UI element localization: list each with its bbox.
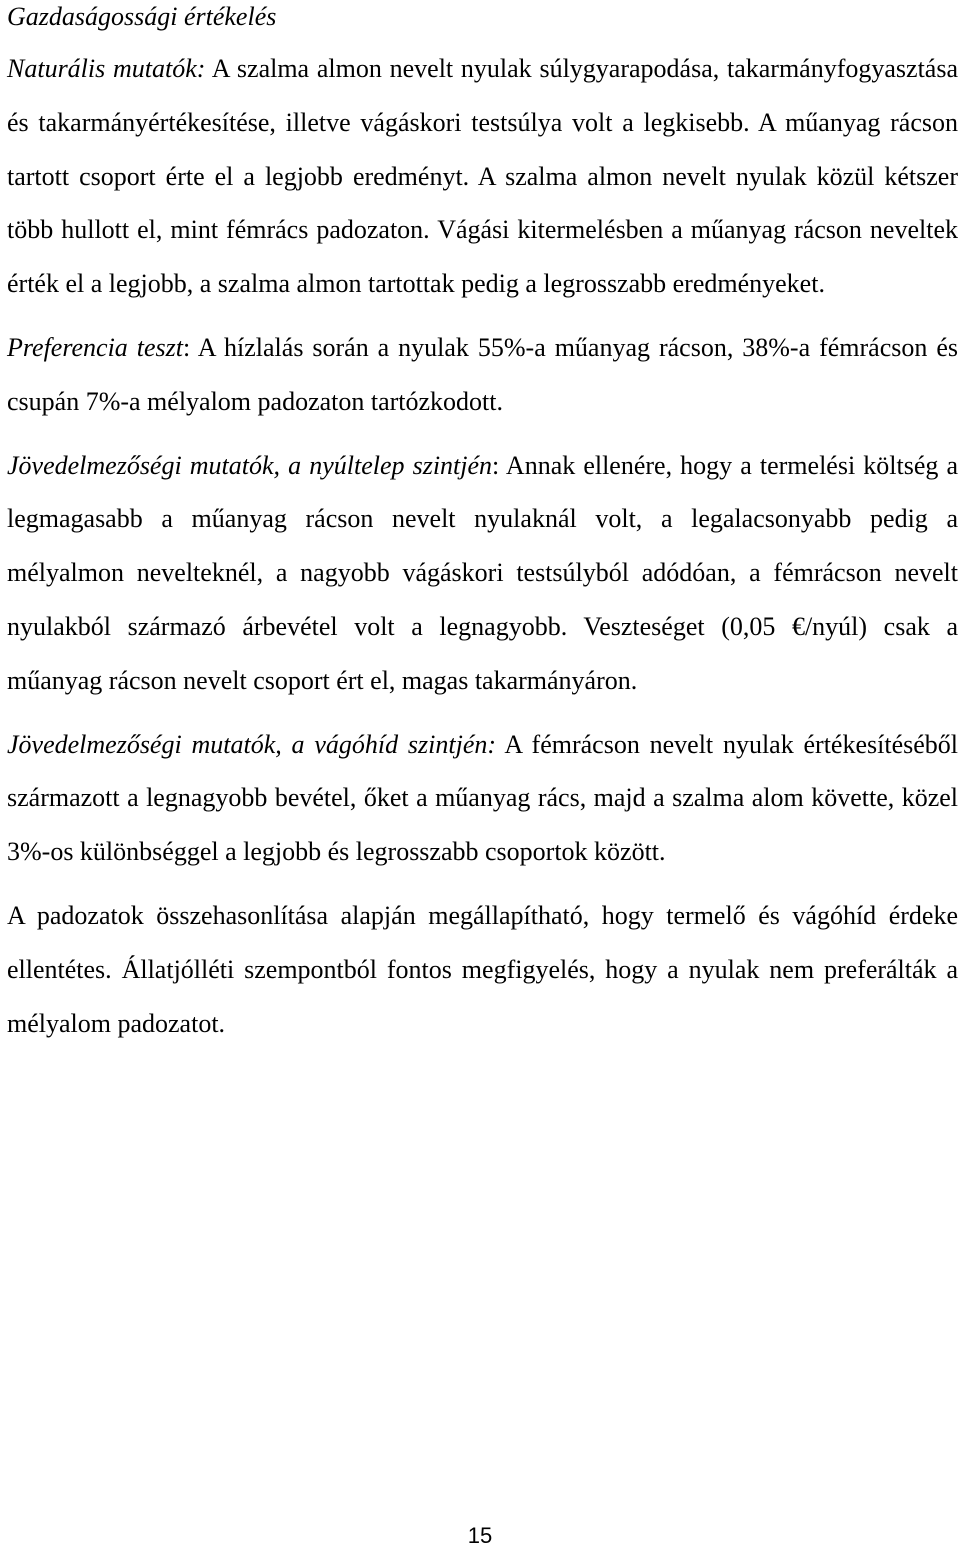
paragraph-lead: Jövedelmezőségi mutatók, a nyúltelep szintjén xyxy=(7,450,493,480)
paragraph-vagohid xyxy=(7,718,958,879)
paragraph-nyultelep xyxy=(7,439,958,708)
page-number: 15 xyxy=(467,1523,493,1548)
paragraph-naturalis xyxy=(7,42,958,311)
paragraph-text: Annak ellenére, hogy a termelési költség a legmagasabb a műanyag rácson nevelt nyulaknál volt, a legalacsonyabb pedig a mélyalmon nevelteknél, a nagyobb vágáskori testsúlyból adódóan, a fémrácson nevelt nyulakból származó árbevétel volt a legnagyobb. Veszteséget (0,05 €/nyúl) csak a műanyag rácson nevelt csoport ért el, magas takarmányáron. xyxy=(7,450,958,695)
paragraph-text: A hízlalás során a nyulak 55%-a műanyag rácson, 38%-a fémrácson és csupán 7%-a mélyalom padozaton tartózkodott. xyxy=(7,332,958,416)
paragraph-lead: Naturális mutatók: xyxy=(7,54,206,83)
paragraph-text: A szalma almon nevelt nyulak súlygyarapodása, takarmányfogyasztása és takarmányértékesítése, illetve vágáskori testsúlya volt a legkisebb. A műanyag rácson tartott csoport érte el a legjobb eredményt. A szalma almon nevelt nyulak közül kétszer több hullott el, mint fémrács padozaton. Vágási kitermelésben a műanyag rácson neveltek érték el a legjobb, a szalma almon tartottak pedig a legrosszabb eredményeket. xyxy=(7,54,959,299)
paragraph-text: A fémrácson nevelt nyulak értékesítéséből származott a legnagyobb bevétel, őket a műanyag rács, majd a szalma alom követte, közel 3%-os különbséggel a legjobb és legrosszabb csoportok között. xyxy=(7,729,958,867)
paragraph-separator: : xyxy=(492,450,506,480)
document-body xyxy=(7,0,958,1050)
paragraph-lead: Jövedelmezőségi mutatók, a vágóhíd szintjén: xyxy=(7,729,497,759)
paragraph-separator: : xyxy=(182,332,198,362)
paragraph-preferencia xyxy=(7,321,958,429)
paragraph-conclusion xyxy=(7,889,958,1050)
paragraph-lead: Preferencia teszt xyxy=(7,332,183,362)
paragraph-text: A padozatok összehasonlítása alapján megállapítható, hogy termelő és vágóhíd érdeke ellentétes. Állatjólléti szempontból fontos megfigyelés, hogy a nyulak nem preferálták a mélyalom padozatot. xyxy=(7,900,958,1038)
section-heading: Gazdaságossági értékelés xyxy=(7,2,277,31)
